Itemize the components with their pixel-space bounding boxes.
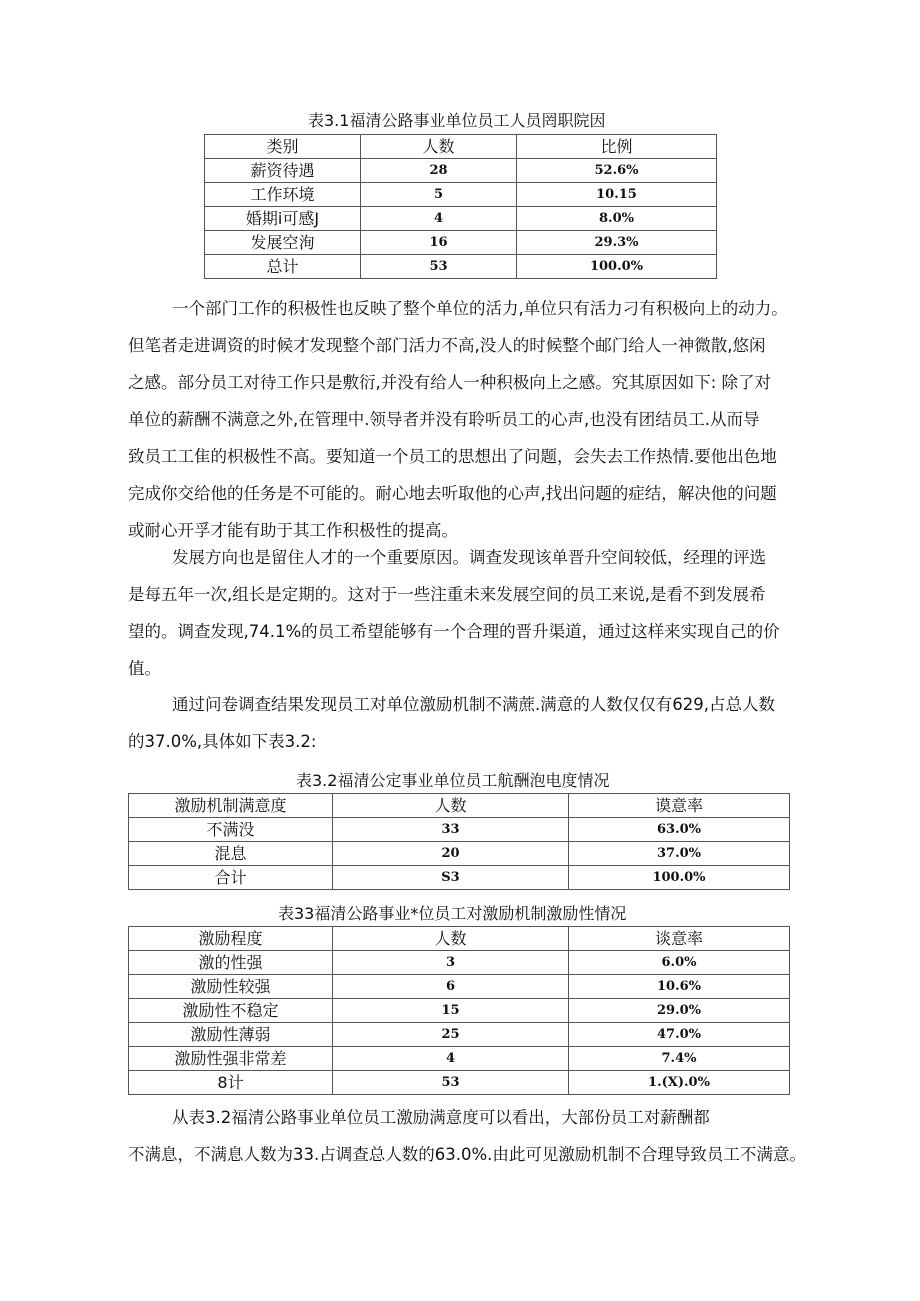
- table-row: [129, 842, 790, 866]
- table-row: [129, 951, 790, 975]
- table2: [128, 793, 790, 890]
- text-line: 但笔者走进调资的时候才发现整个部门活力不高,没人的时候整个邮门给人一神微散,悠闲: [128, 336, 766, 355]
- ratio-cell: 10.6%: [569, 975, 790, 999]
- ratio-cell: 10.15: [517, 183, 717, 207]
- ratio-cell: 8.0%: [517, 207, 717, 231]
- paragraph-1: [128, 290, 804, 549]
- paragraph-4: [128, 1099, 804, 1173]
- ratio-cell: 47.0%: [569, 1023, 790, 1047]
- count-cell: 53: [361, 255, 517, 279]
- ratio-cell: 100.0%: [569, 866, 790, 890]
- paragraph-2: [128, 539, 804, 687]
- category-cell: 8计: [129, 1071, 333, 1095]
- category-cell: 工作环境: [205, 183, 361, 207]
- count-cell: 5: [361, 183, 517, 207]
- text-line: 不满息，不满息人数为33.占调查总人数的63.0%.由此可见激励机制不合理导致员工不满意。: [128, 1145, 806, 1164]
- category-cell: 不满没: [129, 818, 333, 842]
- category-cell: 激励性薄弱: [129, 1023, 333, 1047]
- count-cell: 16: [361, 231, 517, 255]
- category-cell: 激励性较强: [129, 975, 333, 999]
- paragraph-3: [128, 686, 804, 760]
- text-line: 从表3.2福清公路事业单位员工激励满意度可以看出，大部份员工对薪酬都: [172, 1108, 710, 1127]
- table1: [204, 134, 717, 279]
- table-row: [129, 999, 790, 1023]
- table-row: [129, 1047, 790, 1071]
- header-cell: 人数: [333, 794, 569, 818]
- table-total-row: [129, 1071, 790, 1095]
- ratio-cell: 7.4%: [569, 1047, 790, 1071]
- category-cell: 激励性不稳定: [129, 999, 333, 1023]
- ratio-cell: 100.0%: [517, 255, 717, 279]
- count-cell: 25: [333, 1023, 569, 1047]
- count-cell: 3: [333, 951, 569, 975]
- count-cell: 4: [361, 207, 517, 231]
- count-cell: 6: [333, 975, 569, 999]
- table-row: [129, 1023, 790, 1047]
- count-cell: 20: [333, 842, 569, 866]
- text-line: 或耐心开孚才能有助于其工作积极性的提高。: [128, 521, 458, 540]
- text-line: 单位的薪酬不满意之外,在管理中.领导者并没有聆听员工的心声,也没有团结员工.从而导: [128, 410, 760, 429]
- table-row: [129, 975, 790, 999]
- category-cell: 总计: [205, 255, 361, 279]
- text-line: 发展方向也是留住人才的一个重要原因。调查发现该单晋升空间较低，经理的评选: [172, 548, 766, 567]
- header-cell: 激励机制满意度: [129, 794, 333, 818]
- table3: [128, 926, 790, 1095]
- text-line: 一个部门工作的积极性也反映了整个单位的活力,单位只有活力刁有积极向上的动力。: [172, 299, 788, 318]
- table-total-row: [129, 866, 790, 890]
- table-row: [205, 207, 717, 231]
- count-cell: 4: [333, 1047, 569, 1071]
- text-line: 是每五年一次,组长是定期的。这对于一些注重未来发展空间的员工来说,是看不到发展希: [128, 585, 766, 604]
- category-cell: 合计: [129, 866, 333, 890]
- ratio-cell: 29.3%: [517, 231, 717, 255]
- table-row: [205, 183, 717, 207]
- table3-caption: 表33福清公路事业*位员工对激励机制激励性情况: [278, 904, 627, 923]
- category-cell: 激的性强: [129, 951, 333, 975]
- category-cell: 激励性强非常差: [129, 1047, 333, 1071]
- table-header-row: [205, 135, 717, 159]
- table1-caption: 表3.1福清公路事业单位员工人员罔职院因: [308, 111, 606, 130]
- text-line: 望的。调查发现,74.1%的员工希望能够有一个合理的晋升渠道，通过这样来实现自己的价: [128, 622, 780, 641]
- ratio-cell: 29.0%: [569, 999, 790, 1023]
- table2-caption: 表3.2福清公定事业单位员工航酬泡电度情况: [296, 771, 610, 790]
- ratio-cell: 63.0%: [569, 818, 790, 842]
- text-line: 的37.0%,具体如下表3.2:: [128, 732, 317, 751]
- category-cell: 婚期i可感J: [205, 207, 361, 231]
- ratio-cell: 6.0%: [569, 951, 790, 975]
- table-header-row: [129, 794, 790, 818]
- category-cell: 薪资待遇: [205, 159, 361, 183]
- header-cell: 人数: [333, 927, 569, 951]
- header-cell: 类别: [205, 135, 361, 159]
- header-cell: 人数: [361, 135, 517, 159]
- text-line: 完成你交给他的任务是不可能的。耐心地去听取他的心声,找出问题的症结，解决他的问题: [128, 484, 777, 503]
- text-line: 之感。部分员工对待工作只是敷衍,并没有给人一种积极向上之感。究其原因如下: 除了对: [128, 373, 772, 392]
- ratio-cell: 52.6%: [517, 159, 717, 183]
- table-header-row: [129, 927, 790, 951]
- table-row: [129, 818, 790, 842]
- count-cell: S3: [333, 866, 569, 890]
- table-row: [205, 231, 717, 255]
- ratio-cell: 1.(X).0%: [569, 1071, 790, 1095]
- text-line: 值。: [128, 659, 161, 678]
- category-cell: 发展空洵: [205, 231, 361, 255]
- ratio-cell: 37.0%: [569, 842, 790, 866]
- header-cell: 谟意率: [569, 794, 790, 818]
- header-cell: 谈意率: [569, 927, 790, 951]
- table-total-row: [205, 255, 717, 279]
- count-cell: 33: [333, 818, 569, 842]
- text-line: 致员工工隹的枳极性不高。要知道一个员工的思想出了问题，会失去工作热情.要他出色地: [128, 447, 777, 466]
- table-row: [205, 159, 717, 183]
- text-line: 通过问卷调查结果发现员工对单位激励机制不满蔗.满意的人数仅仅有629,占总人数: [172, 695, 775, 714]
- count-cell: 53: [333, 1071, 569, 1095]
- header-cell: 激励程度: [129, 927, 333, 951]
- count-cell: 28: [361, 159, 517, 183]
- category-cell: 混息: [129, 842, 333, 866]
- header-cell: 比例: [517, 135, 717, 159]
- count-cell: 15: [333, 999, 569, 1023]
